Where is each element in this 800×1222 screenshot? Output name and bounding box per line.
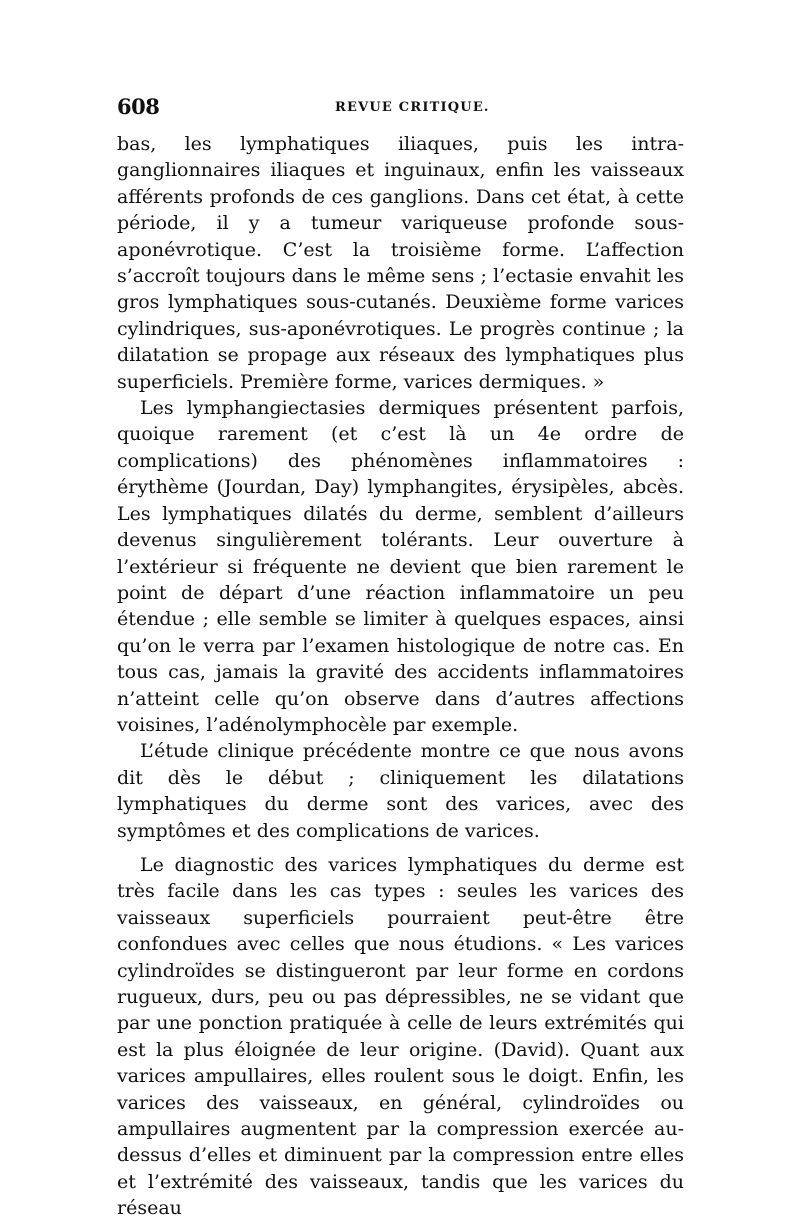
page-header [117,94,684,124]
body-text [117,131,684,1222]
paragraph-inflammatory-complications: Les lymphangiectasies dermiques présentent parfois, quoique rarement (et c’est là un 4e ordre de complications) des phénomènes inflammatoires : érythème (Jourdan, Day) lymphangites, érysipèles, abcès. Les lymphatiques dilatés du derme, semblent d’ailleurs devenus singulièrement tolérants. Leur ouverture à l’extérieur si fréquente ne devient que bien rarement le point de départ d’une réaction inflammatoire un peu étendue ; elle semble se limiter à quelques espaces, ainsi qu’on le verra par l’examen histologique de notre cas. En tous cas, jamais la gravité des accidents inflammatoires n’atteint celle qu’on observe dans d’autres affections voisines, l’adénolymphocèle par exemple. [117,397,684,736]
page-number: 608 [117,94,160,119]
paragraph-diagnosis: Le diagnostic des varices lymphatiques du derme est très facile dans les cas types : seules les varices des vaisseaux superficiels pourraient peut-être être confondues avec celles que nous étudions. « Les varices cylindroïdes se distingueront par leur forme en cordons rugueux, durs, peu ou pas dépressibles, ne se vidant que par une ponction pratiquée à celle de leurs extrémités qui est la plus éloignée de leur origine. (David). Quant aux varices ampullaires, elles roulent sous le doigt. Enfin, les varices des vaisseaux, en général, cylindroïdes ou ampullaires augmentent par la compression exercée au-dessus d’elles et diminuent par la compression entre elles et l’extrémité des vaisseaux, tandis que les varices du réseau [117,853,684,1220]
paragraph-continuation: bas, les lymphatiques iliaques, puis les intra-ganglionnaires iliaques et inguinaux, enfin les vaisseaux afférents profonds de ces ganglions. Dans cet état, à cette période, il y a tumeur variqueuse profonde sous-aponévrotique. C’est la troisième forme. L’affection s’accroît toujours dans le même sens ; l’ectasie envahit les gros lymphatiques sous-cutanés. Deuxième forme varices cylindriques, sus-aponévrotiques. Le progrès continue ; la dilatation se propage aux réseaux des lymphatiques plus superficiels. Première forme, varices dermiques. » [117,133,684,393]
paragraph-clinical-conclusion: L’étude clinique précédente montre ce que nous avons dit dès le début ; cliniquement les dilatations lymphatiques du derme sont des varices, avec des symptômes et des complications de varices. [117,740,684,842]
running-title: REVUE CRITIQUE. [335,100,490,115]
